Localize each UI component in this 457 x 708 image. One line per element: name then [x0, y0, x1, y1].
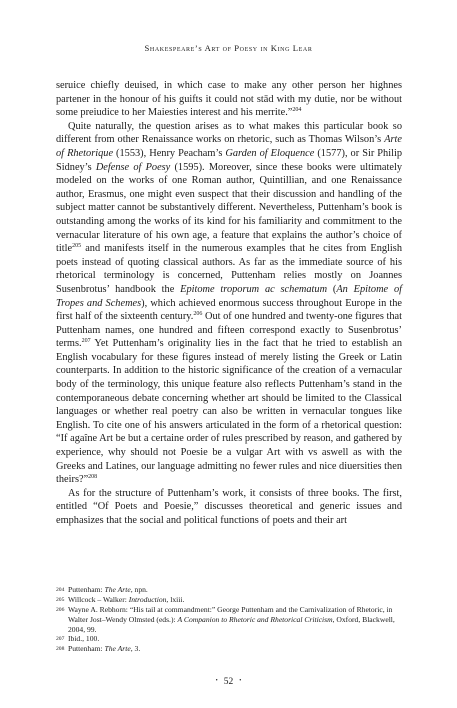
footnote: 208 Puttenham: The Arte, 3.	[56, 644, 141, 654]
footnote: 205 Willcock – Walker: Introduction, lxiii.	[56, 595, 185, 604]
footnote-ref[interactable]: 208	[88, 474, 98, 481]
footnote: 207 Ibid., 100.	[56, 634, 100, 644]
paragraph-2: Quite naturally, the question arises as to what makes this particular book so different from other Renaissance works on rhetoric, such as Thomas Wilson’s Arte of Rhetorique (1553), Henry Peacham’s Garden of Eloquence (1577), or Sir Philip Sidney’s Defense of Poesy (1595). Moreover, since these books were ultimately modeled on the works of one Roman author, Quintillian, and one Renaissance author, Erasmus, one might even suspect that their discussion and handling of the subject matter cannot be substantively different. Nevertheless, Puttenham’s book is outstanding among the works of its kind for his familiarity and commitment to the vernacular literature of his own age, a feature that explains the author’s choice of title$^{205}$ and manifests itself in the numerous examples that he cites from English poets instead of quoting classical authors. As far as the immediate source of his rhetorical terminology is concerned, Puttenham relies mostly on Joannes Susenbrotus’ handbook the Epitome troporum ac schematum (An Epitome of Tropes and Schemes), which achieved enormous success throughout Europe in the first half of the sixteenth century.$^{206}$ Out of one hundred and twenty-one figures that Puttenham names, one hundred and fifteen correspond exactly to Susenbrotus’ terms.$^{207}$ Yet Puttenham’s originality lies in the fact that he tried to establish an English vocabulary for these figures instead of merely listing the Greek or Latin counterparts. In addition to the historic significance of the creation of a vernacular body of the terminology, this unique feature also reflects Puttenham’s stand in the contemporaneous debate concerning whether art should be limited to the Classical languages or whether real poetry can also be written in vernacular tongues like English. To cite one of his answers articulated in the form of a rhetorical question: “If agaîne Art be but a certaine order of rules prescribed by reason, and gathered by experience, why should not Poesie be a vulgar Art with vs aswell as with the Greeks and Latines, our language admitting no fewer rules and nice diuersities then theirs?”$^{208}$	[56, 120, 403, 486]
footnote: 204 Puttenham: The Arte, npn.	[56, 585, 148, 594]
footnotes	[56, 585, 402, 654]
footnote-ref[interactable]: 205	[72, 243, 82, 250]
footnote: 206 Wayne A. Rebhorn: “His tail at commandment:” George Puttenham and the Carnivalization of Rhetoric, in Walter Jost–Wendy Olmsted (eds.): A Companion to Rhetoric and Rhetorical Criticism, Oxford, Blackwell, 2004, 99.	[56, 605, 395, 634]
bullet-ornament: •	[239, 678, 242, 684]
footnote-ref[interactable]: 207	[81, 338, 91, 345]
footnote-ref[interactable]: 206	[193, 311, 203, 318]
paragraph-1: seruice chiefly deuised, in which case to make any other person her highnes partener in the honour of his guifts it could not stād with my dutie, nor be without some preiudice to her Maiesties interest and his merrite.”$^{204}$	[56, 80, 402, 119]
footnote-ref[interactable]: 204	[292, 107, 302, 114]
page-number: • 52 •	[215, 677, 242, 687]
bullet-ornament: •	[215, 678, 218, 684]
body-text	[56, 79, 402, 528]
paragraph-3: As for the structure of Puttenham’s work, it consists of three books. The first, entitled “Of Poets and Poesie,” discusses theoretical and generic issues and emphasizes that the social and political functions of poets and their art	[56, 487, 402, 526]
running-head: Shakespeare’s Art of Poesy in King Lear	[144, 43, 313, 53]
